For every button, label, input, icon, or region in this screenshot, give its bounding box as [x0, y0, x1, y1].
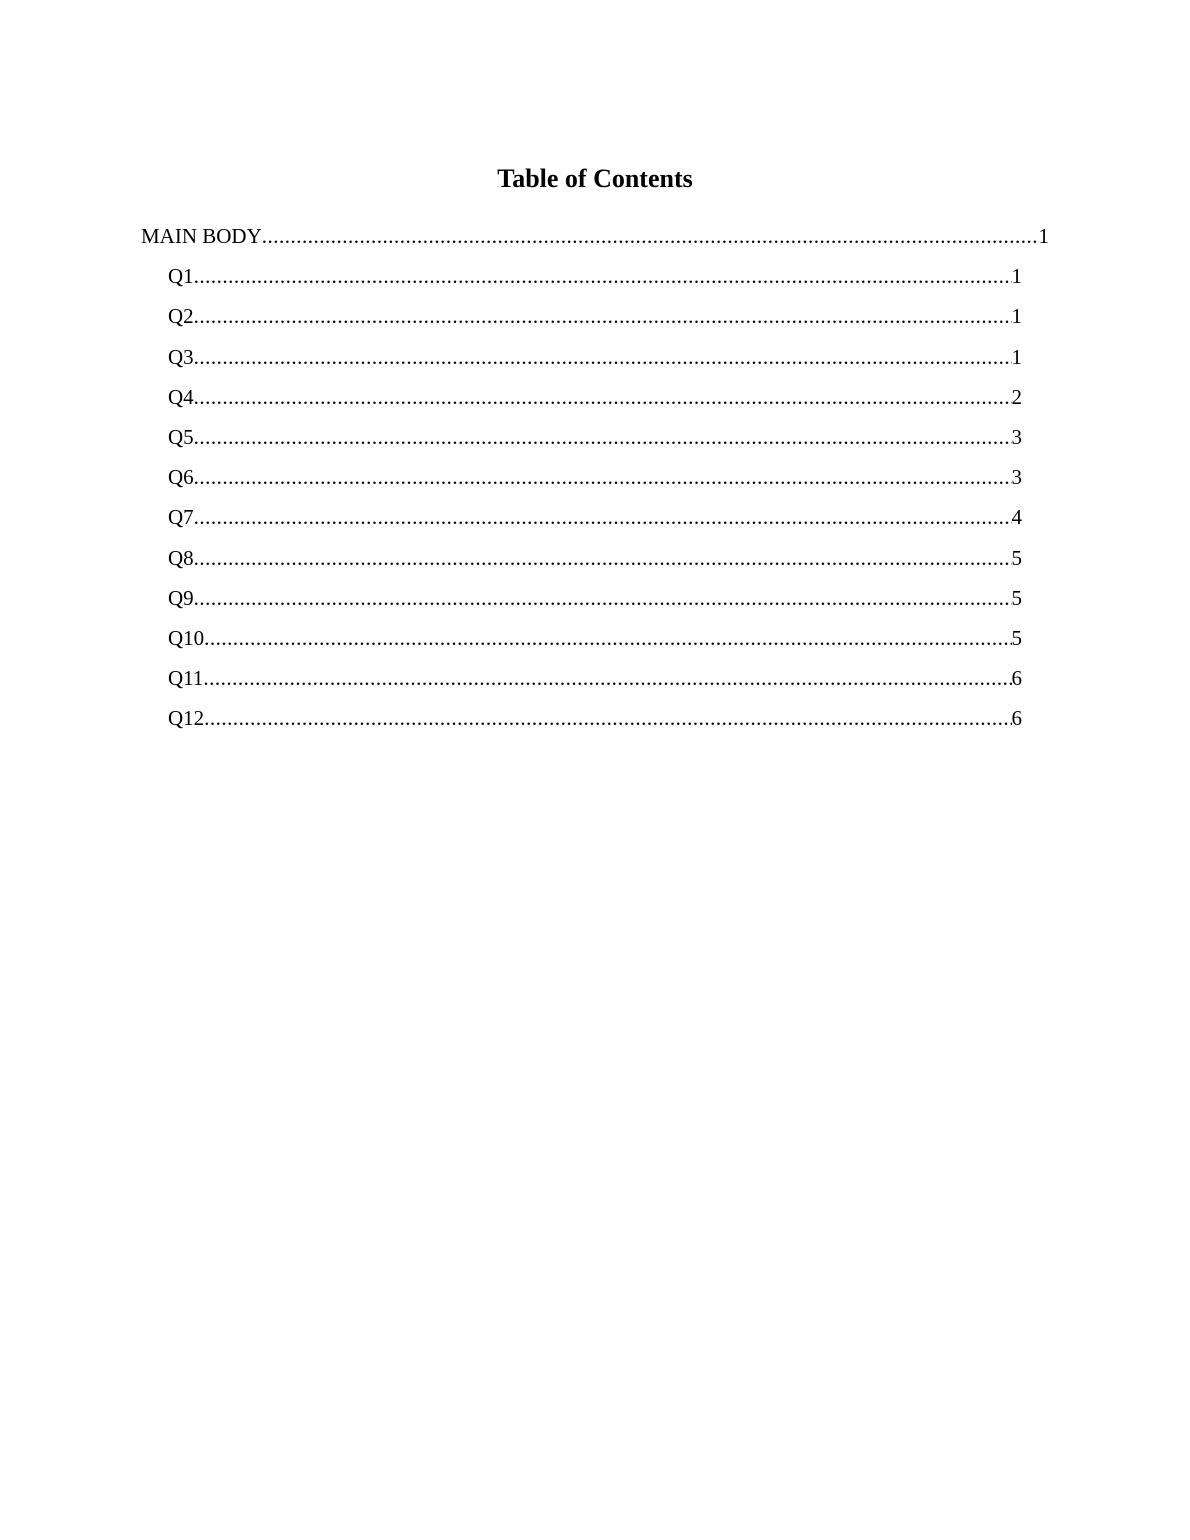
- toc-entry-page: 6: [1011, 706, 1022, 731]
- toc-entry-label: Q10: [168, 625, 205, 650]
- toc-dot-leader: [194, 383, 1012, 411]
- toc-dot-leader: [194, 503, 1012, 531]
- toc-list: [0, 222, 1190, 744]
- toc-entry-label: Q9: [168, 585, 194, 610]
- toc-entry-q6[interactable]: [168, 463, 1022, 503]
- toc-entry-page: 5: [1011, 545, 1022, 570]
- toc-entry-q9[interactable]: [168, 584, 1022, 624]
- toc-entry-page: 5: [1011, 585, 1022, 610]
- toc-entry-label: MAIN BODY: [141, 224, 262, 248]
- toc-dot-leader: [194, 262, 1012, 290]
- toc-entry-label: Q8: [168, 545, 194, 570]
- toc-entry-page: 3: [1011, 465, 1022, 490]
- toc-dot-leader: [194, 544, 1012, 572]
- toc-entry-page: 3: [1011, 424, 1022, 449]
- toc-entry-page: 1: [1011, 304, 1022, 329]
- toc-entry-label: Q11: [168, 666, 204, 691]
- toc-dot-leader: [262, 222, 1039, 250]
- toc-entry-page: 4: [1011, 505, 1022, 530]
- toc-entry-q1[interactable]: [168, 262, 1022, 302]
- toc-entry-q7[interactable]: [168, 503, 1022, 543]
- toc-entry-label: Q3: [168, 344, 194, 369]
- toc-entry-page: 1: [1011, 264, 1022, 289]
- toc-dot-leader: [194, 343, 1012, 371]
- toc-entry-label: Q7: [168, 505, 194, 530]
- toc-entry-q5[interactable]: [168, 423, 1022, 463]
- toc-entry-page: 2: [1011, 384, 1022, 409]
- toc-entry-main-body[interactable]: [141, 222, 1049, 262]
- toc-entry-q11[interactable]: [168, 664, 1022, 704]
- toc-dot-leader: [194, 423, 1012, 451]
- toc-dot-leader: [194, 584, 1012, 612]
- toc-entry-q10[interactable]: [168, 624, 1022, 664]
- toc-entry-label: Q2: [168, 304, 194, 329]
- toc-entry-q12[interactable]: [168, 704, 1022, 744]
- toc-dot-leader: [203, 664, 1011, 692]
- toc-entry-q3[interactable]: [168, 343, 1022, 383]
- toc-entry-label: Q1: [168, 264, 194, 289]
- toc-dot-leader: [204, 704, 1011, 732]
- toc-entry-q4[interactable]: [168, 383, 1022, 423]
- toc-entry-q8[interactable]: [168, 544, 1022, 584]
- toc-entry-label: Q4: [168, 384, 194, 409]
- toc-entry-page: 1: [1038, 224, 1049, 248]
- toc-entry-label: Q5: [168, 424, 194, 449]
- toc-entry-page: 5: [1011, 625, 1022, 650]
- toc-dot-leader: [194, 302, 1012, 330]
- toc-dot-leader: [204, 624, 1011, 652]
- toc-entry-page: 6: [1011, 666, 1022, 691]
- toc-entry-page: 1: [1011, 344, 1022, 369]
- toc-entry-label: Q12: [168, 706, 205, 731]
- toc-title: Table of Contents: [497, 164, 693, 193]
- toc-entry-q2[interactable]: [168, 302, 1022, 342]
- toc-entry-label: Q6: [168, 465, 194, 490]
- toc-dot-leader: [194, 463, 1012, 491]
